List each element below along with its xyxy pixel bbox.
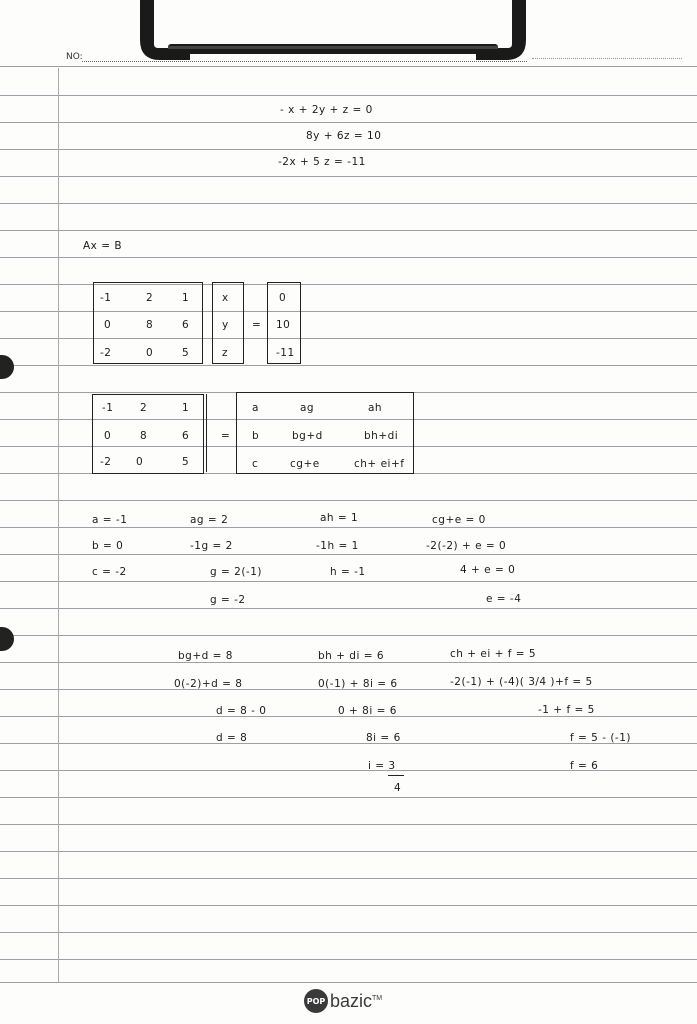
punch-hole bbox=[0, 355, 14, 379]
solution-line: bh + di = 6 bbox=[318, 650, 385, 662]
solution-line: a = -1 bbox=[92, 514, 128, 526]
brand-badge: POP bbox=[304, 989, 328, 1013]
brand-logo bbox=[304, 988, 382, 1014]
matrix-a-cell: 6 bbox=[182, 319, 190, 331]
equation-2: 8y + 6z = 10 bbox=[306, 130, 382, 142]
equation-1: - x + 2y + z = 0 bbox=[280, 104, 373, 116]
page-number-label: NO: bbox=[66, 52, 83, 62]
lu-left-cell: 6 bbox=[182, 430, 190, 442]
header-dotted-line bbox=[532, 58, 682, 59]
lu-right-cell: bh+di bbox=[364, 430, 399, 442]
brand-name-text: bazic bbox=[330, 990, 373, 1011]
solution-line: -1 + f = 5 bbox=[538, 704, 595, 716]
vector-x-cell: z bbox=[222, 347, 229, 359]
matrix-separator bbox=[206, 394, 207, 472]
solution-line: g = -2 bbox=[210, 594, 246, 606]
lu-right-cell: ch+ ei+f bbox=[354, 458, 405, 470]
equals-sign: = bbox=[221, 430, 231, 442]
solution-line: d = 8 - 0 bbox=[216, 705, 267, 717]
solution-line: cg+e = 0 bbox=[432, 514, 486, 526]
matrix-a-cell: -1 bbox=[100, 292, 112, 304]
vector-b-cell: 0 bbox=[279, 292, 287, 304]
fraction-bar bbox=[388, 775, 404, 776]
lu-left-cell: -1 bbox=[102, 402, 114, 414]
equation-3: -2x + 5 z = -11 bbox=[278, 156, 366, 168]
lu-left-cell: 0 bbox=[104, 430, 112, 442]
solution-line: ah = 1 bbox=[320, 512, 359, 524]
solution-line: e = -4 bbox=[486, 593, 522, 605]
solution-line: -1g = 2 bbox=[190, 540, 233, 552]
matrix-a-cell: 0 bbox=[146, 347, 154, 359]
equals-sign: = bbox=[252, 319, 262, 331]
solution-line: -1h = 1 bbox=[316, 540, 359, 552]
solution-line: h = -1 bbox=[330, 566, 366, 578]
solution-line: 0(-2)+d = 8 bbox=[174, 678, 243, 690]
solution-line: 8i = 6 bbox=[366, 732, 401, 744]
margin-line bbox=[58, 68, 59, 983]
solution-line: 0(-1) + 8i = 6 bbox=[318, 678, 398, 690]
lu-right-cell: c bbox=[252, 458, 259, 470]
solution-line: 4 bbox=[394, 782, 402, 794]
solution-line: i = 3 bbox=[368, 760, 396, 772]
solution-line: f = 5 - (-1) bbox=[570, 732, 631, 744]
solution-line: 0 + 8i = 6 bbox=[338, 705, 397, 717]
lu-right-cell: b bbox=[252, 430, 260, 442]
matrix-a-cell: -2 bbox=[100, 347, 112, 359]
vector-b-cell: -11 bbox=[276, 347, 295, 359]
lu-left-cell: 8 bbox=[140, 430, 148, 442]
matrix-a-cell: 1 bbox=[182, 292, 190, 304]
solution-line: g = 2(-1) bbox=[210, 566, 262, 578]
brand-trademark: TM bbox=[372, 994, 383, 1002]
lu-right-cell: a bbox=[252, 402, 259, 414]
lu-right-cell: cg+e bbox=[290, 458, 320, 470]
lu-right-cell: ah bbox=[368, 402, 383, 414]
punch-hole bbox=[0, 627, 14, 651]
brand-name bbox=[330, 991, 382, 1012]
lu-left-cell: 1 bbox=[182, 402, 190, 414]
solution-line: d = 8 bbox=[216, 732, 248, 744]
matrix-equation-label: Ax = B bbox=[83, 240, 123, 252]
solution-line: bg+d = 8 bbox=[178, 650, 233, 662]
solution-line: f = 6 bbox=[570, 760, 599, 772]
lu-left-cell: 0 bbox=[136, 456, 144, 468]
lu-right-cell: bg+d bbox=[292, 430, 323, 442]
matrix-a-cell: 8 bbox=[146, 319, 154, 331]
solution-line: c = -2 bbox=[92, 566, 127, 578]
vector-x-cell: x bbox=[222, 292, 229, 304]
vector-b-cell: 10 bbox=[276, 319, 291, 331]
solution-line: b = 0 bbox=[92, 540, 124, 552]
matrix-a-cell: 0 bbox=[104, 319, 112, 331]
solution-line: 4 + e = 0 bbox=[460, 564, 516, 576]
solution-line: -2(-1) + (-4)( 3/4 )+f = 5 bbox=[450, 676, 593, 688]
matrix-a-cell: 2 bbox=[146, 292, 154, 304]
lu-left-cell: 2 bbox=[140, 402, 148, 414]
lu-left-cell: 5 bbox=[182, 456, 190, 468]
matrix-a-cell: 5 bbox=[182, 347, 190, 359]
solution-line: ch + ei + f = 5 bbox=[450, 648, 537, 660]
vector-x-cell: y bbox=[222, 319, 229, 331]
lu-right-cell: ag bbox=[300, 402, 315, 414]
solution-line: ag = 2 bbox=[190, 514, 229, 526]
solution-line: -2(-2) + e = 0 bbox=[426, 540, 507, 552]
lu-left-cell: -2 bbox=[100, 456, 112, 468]
binder-clip-icon bbox=[128, 0, 538, 70]
